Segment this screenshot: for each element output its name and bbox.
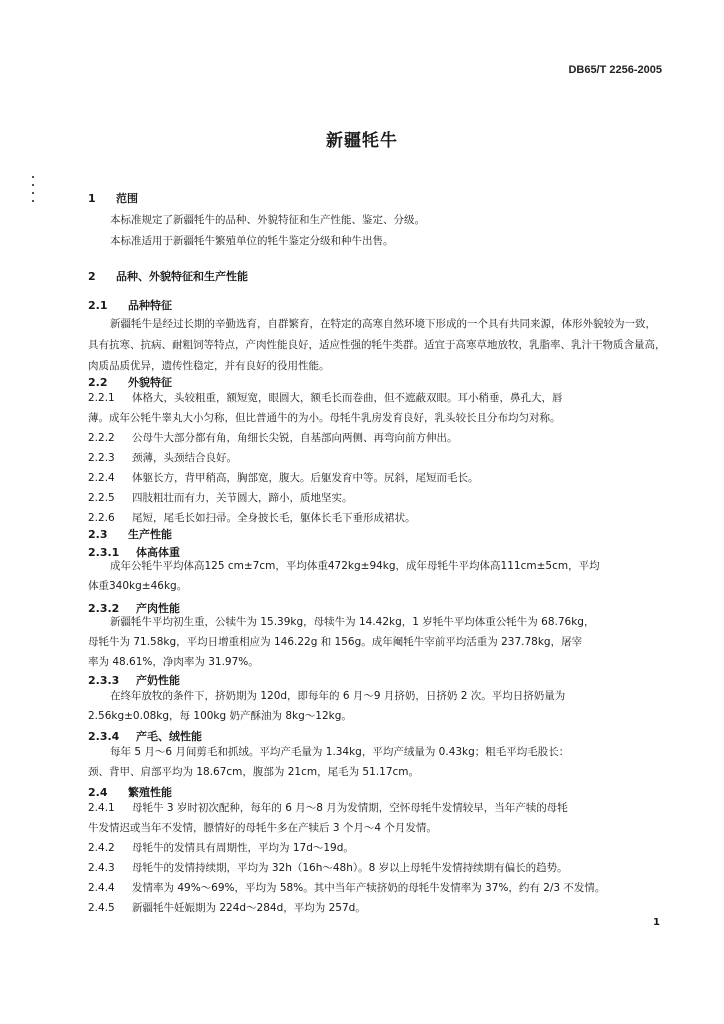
list-item: 2.2.5 四肢粗壮而有力，关节圆大，蹄小，质地坚实。	[88, 492, 353, 504]
list-item: 薄。成年公牦牛睾丸大小匀称，但比普通牛的为小。母牦牛乳房发育良好，乳头较长且分布均匀对称。	[88, 412, 561, 424]
section-2-3-3-heading: 2.3.3 产奶性能	[88, 674, 180, 687]
list-item: 2.4.1 母牦牛 3 岁时初次配种，每年的 6 月～8 月为发情期，空怀母牦牛发情较早，当年产犊的母牦	[88, 802, 568, 814]
section-2-3-2-line1: 新疆牦牛平均初生重，公犊牛为 15.39kg，母犊牛为 14.42kg，1 岁牦牛平均体重公牦牛为 68.76kg，	[110, 616, 595, 628]
section-2-3-1-line1: 成年公牦牛平均体高125 cm±7cm，平均体重472kg±94kg，成年母牦牛平均体高111cm±5cm，平均	[110, 560, 600, 572]
section-2-3-2-line2: 母牦牛为 71.58kg，平均日增重相应为 146.22g 和 156g。成年阉牦牛宰前平均活重为 237.78kg，屠宰	[88, 636, 583, 648]
section-2-3-4-heading: 2.3.4 产毛、绒性能	[88, 730, 202, 743]
section-2-3-heading: 2.3 生产性能	[88, 528, 172, 541]
list-item: 牛发情迟或当年不发情，膘情好的母牦牛多在产犊后 3 个月～4 个月发情。	[88, 822, 437, 834]
section-1-p1: 本标准规定了新疆牦牛的品种、外貌特征和生产性能、鉴定、分级。	[110, 214, 425, 226]
list-item: 2.2.3 颈薄，头颈结合良好。	[88, 452, 237, 464]
section-2-3-2-heading: 2.3.2 产肉性能	[88, 602, 180, 615]
section-2-3-3-line1: 在终年放牧的条件下，挤奶期为 120d，即每年的 6 月～9 月挤奶，日挤奶 2 次。平均日挤奶量为	[110, 690, 566, 702]
standard-code: DB65/T 2256-2005	[568, 64, 662, 76]
document-title: 新疆牦牛	[326, 131, 398, 151]
list-item: 2.4.4 发情率为 49%～69%，平均为 58%。其中当年产犊挤奶的母牦牛发情率为 37%，约有 2/3 不发情。	[88, 882, 606, 894]
section-2-3-3-line2: 2.56kg±0.08kg，每 100kg 奶产酥油为 8kg～12kg。	[88, 710, 352, 722]
section-2-heading: 2 品种、外貌特征和生产性能	[88, 270, 248, 283]
section-2-1-heading: 2.1 品种特征	[88, 299, 172, 312]
list-item: 2.2.2 公母牛大部分都有角，角细长尖锐，自基部向两侧、再弯向前方伸出。	[88, 432, 458, 444]
section-2-4-heading: 2.4 繁殖性能	[88, 786, 172, 799]
section-1-heading: 1 范围	[88, 192, 138, 205]
list-item: 2.2.6 尾短，尾毛长如扫帚。全身披长毛，躯体长毛下垂形成裙状。	[88, 512, 416, 524]
section-2-2-heading: 2.2 外貌特征	[88, 376, 172, 389]
list-item: 2.2.4 体躯长方，背甲稍高，胸部宽，腹大。后躯发育中等。尻斜，尾短而毛长。	[88, 472, 479, 484]
page-number: 1	[653, 917, 660, 928]
section-2-1-paragraph: 新疆牦牛是经过长期的辛勤选育，自群繁育，在特定的高寒自然环境下形成的一个具有共同来源，体形外貌较为一致，具有抗寒、抗病、耐粗饲等特点，产肉性能良好，适应性强的牦牛类群。适宜于高寒草地放牧，乳脂率、乳汁干物质含量高，肉质品质优异，遗传性稳定，并有良好的役用性能。	[88, 318, 666, 372]
list-item: 2.4.3 母牦牛的发情持续期，平均为 32h（16h～48h）。8 岁以上母牦牛发情持续期有偏长的趋势。	[88, 862, 568, 874]
section-2-3-4-line1: 每年 5 月～6 月间剪毛和抓绒。平均产毛量为 1.34kg，平均产绒量为 0.43kg；粗毛平均毛股长：	[110, 746, 570, 758]
margin-marks	[30, 170, 38, 230]
list-item: 2.2.1 体格大，头较粗重，额短宽，眼圆大，额毛长而卷曲，但不遮蔽双眼。耳小稍垂，鼻孔大，唇	[88, 392, 563, 404]
list-item: 2.4.2 母牦牛的发情具有周期性，平均为 17d～19d。	[88, 842, 354, 854]
section-2-3-2-line3: 率为 48.61%，净肉率为 31.97%。	[88, 656, 259, 668]
section-2-3-1-heading: 2.3.1 体高体重	[88, 546, 180, 559]
section-2-3-1-line2: 体重340kg±46kg。	[88, 580, 188, 592]
list-item: 2.4.5 新疆牦牛妊娠期为 224d～284d，平均为 257d。	[88, 902, 366, 914]
section-1-p2: 本标准适用于新疆牦牛繁殖单位的牦牛鉴定分级和种牛出售。	[110, 235, 394, 247]
section-2-3-4-line2: 颈、背甲、肩部平均为 18.67cm，腹部为 21cm，尾毛为 51.17cm。	[88, 766, 419, 778]
